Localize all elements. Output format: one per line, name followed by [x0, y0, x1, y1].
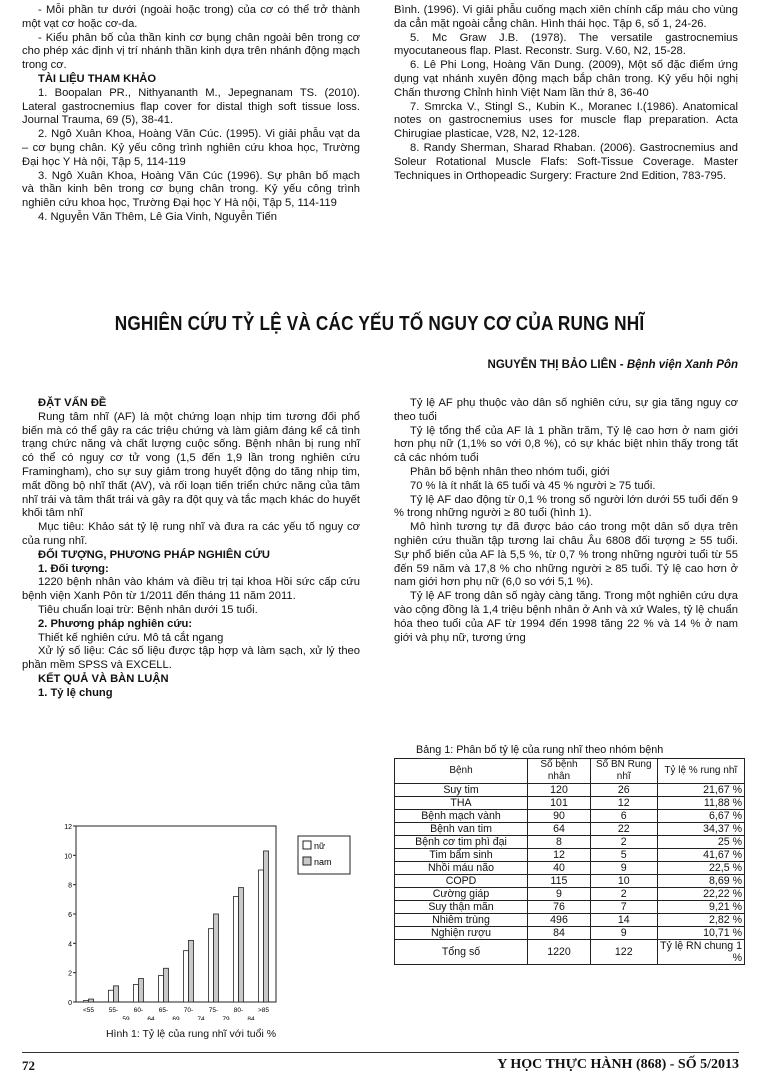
table-cell: 40 — [528, 862, 591, 875]
paragraph: Tỷ lệ AF dao động từ 0,1 % trong số người lớn dưới 55 tuổi đến 9 % trong những người ≥ 80 tuổi (hình 1). — [394, 493, 738, 520]
table-cell: 84 — [528, 927, 591, 940]
x-tick-label: 75- — [208, 1007, 219, 1014]
header-cell: Số BN Rung nhĩ — [591, 759, 658, 784]
table-cell: Bệnh van tim — [395, 823, 528, 836]
table-caption: Bảng 1: Phân bố tỷ lệ của rung nhĩ theo nhóm bệnh — [416, 744, 664, 756]
table-cell: Nhiễm trùng — [395, 914, 528, 927]
y-tick-label: 4 — [68, 941, 72, 949]
section-heading: KẾT QUẢ VÀ BÀN LUẬN — [38, 672, 169, 685]
x-tick-label: 84 — [247, 1016, 255, 1020]
table-cell: 22,22 % — [657, 888, 745, 901]
paragraph: 70 % là ít nhất là 65 tuổi và 45 % người ≥ 75 tuổi. — [410, 479, 656, 492]
subsection-heading: 1. Tỷ lệ chung — [38, 686, 113, 699]
table-cell: 9 — [591, 862, 658, 875]
table-cell: 5 — [591, 849, 658, 862]
table-cell: 2 — [591, 836, 658, 849]
table-row — [395, 849, 745, 862]
paragraph: Rung tâm nhĩ (AF) là một chứng loạn nhịp tim tương đối phổ biến mà có thể gây ra các triệu chứng và làm giảm đáng kể cả tình trạng chức năng và chất lượng cuộc sống. Bệnh nhân bị rung nhĩ có thể có nguy cơ tử vong (1,5 đến 1,9 lần trong nghiên cứu Framingham), cho sự suy giảm trong huyết động do tăng nhịp tim, mất đồng bộ nhĩ thất (AV), và rối loạn tiến triển chức năng của tâm nhĩ trái và tâm thất trái và gây ra đột quỵ và tắc mạch khác do huyết khối tâm nhĩ — [22, 410, 360, 520]
table-header-row — [395, 759, 745, 784]
table-cell: Cường giáp — [395, 888, 528, 901]
table-cell: 2,82 % — [657, 914, 745, 927]
table-cell: 9,21 % — [657, 901, 745, 914]
affiliation: Bệnh viện Xanh Pôn — [626, 359, 738, 371]
section-heading: ĐẶT VẤN ĐỀ — [38, 397, 107, 409]
paragraph: 1220 bệnh nhân vào khám và điều trị tại khoa Hồi sức cấp cứu bệnh viện Xanh Pôn từ 1/2011 đến tháng 11 năm 2011. — [22, 576, 360, 603]
table-row — [395, 862, 745, 875]
bar-female — [234, 896, 239, 1002]
reference-item: 2. Ngô Xuân Khoa, Hoàng Văn Cúc. (1995). Vi giải phẫu vạt da – cơ bụng chân. Kỷ yếu công trình nghiên cứu khoa học, Trường Đại học Y Hà nội, Tập 5, 114-119 — [22, 128, 360, 168]
reference-item: 3. Ngô Xuân Khoa, Hoàng Văn Cúc (1996). Sự phân bố mạch và thần kinh bên trong cơ bụng chân trong. Kỷ yếu công trình nghiên cứu khoa học, Trường Đại học Y Hà nội, Tập 5, 114-119 — [22, 169, 360, 210]
bar-male — [164, 968, 169, 1002]
table-cell: COPD — [395, 875, 528, 888]
paragraph: Tỷ lệ AF phụ thuộc vào dân số nghiên cứu, sự gia tăng nguy cơ theo tuổi — [394, 397, 738, 423]
table-cell: 34,37 % — [657, 823, 745, 836]
table-row — [395, 875, 745, 888]
table-cell: Tổng số — [395, 940, 528, 965]
article-left-column — [22, 397, 360, 701]
table-cell: 90 — [528, 810, 591, 823]
table-cell: Bệnh cơ tim phì đại — [395, 836, 528, 849]
paragraph: Thiết kế nghiên cứu. Mô tả cắt ngang — [38, 631, 224, 644]
table-cell: Nghiện rượu — [395, 927, 528, 940]
bar-male — [239, 888, 244, 1002]
paragraph: Tỷ lệ tổng thể của AF là 1 phần trăm, Tỷ lệ cao hơn ở nam giới hơn phụ nữ (1,1% so với 0,8 %), có sự khác biệt nhìn thấy trong tất cả các nhóm tuổi — [394, 424, 738, 465]
author-line — [394, 359, 738, 371]
header-cell: Tỷ lệ % rung nhĩ — [657, 759, 745, 784]
y-tick-label: 12 — [64, 824, 72, 831]
y-tick-label: 2 — [68, 970, 72, 978]
references-heading: TÀI LIỆU THAM KHẢO — [38, 72, 157, 85]
bar-male — [264, 851, 269, 1002]
table-cell: 41,67 % — [657, 849, 745, 862]
table-cell: Nhồi máu não — [395, 862, 528, 875]
paragraph: - Mỗi phần tư dưới (ngoài hoặc trong) của cơ có thể trở thành một vạt cơ hoặc cơ-da. — [22, 4, 360, 30]
table-cell: 115 — [528, 875, 591, 888]
table-row — [395, 888, 745, 901]
table-cell: 496 — [528, 914, 591, 927]
y-tick-label: 10 — [64, 853, 72, 861]
x-tick-label: 64 — [147, 1016, 155, 1020]
table-cell: 9 — [591, 927, 658, 940]
table-body — [395, 784, 745, 965]
table-cell: Suy tim — [395, 784, 528, 797]
reference-item: 8. Randy Sherman, Sharad Rhaban. (2006). Gastrocnemius and Soleur Rotational Muscle Flafs: Soft-Tissue Coverage. Master Techniques in Orthopeadic Surgery: Fracture 2nd Edition, 783-795. — [394, 141, 738, 182]
paragraph: Tỷ lệ AF trong dân số ngày càng tăng. Trong một nghiên cứu dựa vào cộng đồng là 1,4 triệu bệnh nhân ở Anh và xứ Wales, tỷ lệ chuẩn hóa theo tuổi của AF từ 1994 đến 1998 tăng 22 % và 14 % ở nam giới và phụ nữ, tương ứng — [394, 590, 738, 644]
age-rate-chart — [60, 820, 360, 1020]
reference-item: 5. Mc Graw J.B. (1978). The versatile gastrocnemius myocutaneous flap. Plast. Reconstr. Surg. V.60, N2, 15-28. — [394, 31, 738, 58]
paragraph: Phân bố bệnh nhân theo nhóm tuổi, giới — [410, 465, 610, 478]
table-cell: THA — [395, 797, 528, 810]
previous-article-right-column — [394, 4, 738, 183]
table-row — [395, 797, 745, 810]
bar-male — [89, 999, 94, 1002]
table-cell: 22 — [591, 823, 658, 836]
table-cell: Suy thận mãn — [395, 901, 528, 914]
page-number: 72 — [22, 1058, 35, 1073]
x-tick-label: 74 — [197, 1016, 205, 1020]
x-tick-label: 69 — [172, 1016, 180, 1020]
table-cell: 1220 — [528, 940, 591, 965]
y-tick-label: 6 — [68, 912, 72, 919]
figure-caption: Hình 1: Tỷ lệ của rung nhĩ với tuổi % — [105, 1028, 277, 1040]
article-title: NGHIÊN CỨU TỶ LỆ VÀ CÁC YẾU TỐ NGUY CƠ CỦA RUNG NHĨ — [114, 313, 645, 335]
table-row — [395, 810, 745, 823]
y-tick-label: 8 — [68, 882, 72, 890]
table-cell: 21,67 % — [657, 784, 745, 797]
bar-female — [159, 976, 164, 1002]
table-cell: 8,69 % — [657, 875, 745, 888]
table-cell: 11,88 % — [657, 797, 745, 810]
bar-female — [134, 984, 139, 1002]
bar-male — [214, 914, 219, 1002]
reference-item: Bình. (1996). Vi giải phẫu cuống mạch xiên chính cấp máu cho vùng da cẳn mặt ngoài cẳng chân. Hình thái học. Tập 6, số 1, 24-26. — [394, 4, 738, 30]
table-cell: 120 — [528, 784, 591, 797]
paragraph: Mục tiêu: Khảo sát tỷ lệ rung nhĩ và đưa ra các yếu tố nguy cơ của rung nhĩ. — [22, 521, 360, 547]
subsection-heading: 2. Phương pháp nghiên cứu: — [38, 617, 193, 630]
x-tick-label: 70- — [183, 1007, 194, 1014]
table-cell: 8 — [528, 836, 591, 849]
table-cell: 10,71 % — [657, 927, 745, 940]
table-cell: Tim bẩm sinh — [395, 849, 528, 862]
article-right-column — [394, 397, 738, 645]
reference-item: 1. Boopalan PR., Nithyananth M., Jepegnanam TS. (2010). Lateral gastrocnemius flap cover for distal thigh soft tissue loss. Journal Trauma, 69 (5), 38-41. — [22, 86, 360, 127]
disease-table — [394, 758, 745, 965]
reference-item: 4. Nguyễn Văn Thêm, Lê Gia Vinh, Nguyễn Tiến — [38, 210, 278, 223]
paragraph: Xử lý số liệu: Các số liệu được tập hợp và làm sạch, xử lý theo phần mềm SPSS và EXCELL. — [22, 645, 360, 672]
bar-male — [114, 986, 119, 1002]
x-tick-label: 80- — [233, 1007, 244, 1014]
bar-female — [84, 1001, 89, 1002]
table-cell: 12 — [591, 797, 658, 810]
bar-female — [109, 990, 114, 1002]
table-cell: 12 — [528, 849, 591, 862]
table-cell: Bệnh mạch vành — [395, 810, 528, 823]
previous-article-left-column — [22, 4, 360, 225]
paragraph: Tiêu chuẩn loại trừ: Bệnh nhân dưới 15 tuổi. — [38, 603, 258, 616]
plot-frame — [76, 826, 276, 1002]
table-row — [395, 836, 745, 849]
x-tick-label: 79 — [222, 1016, 230, 1020]
table-cell: 6,67 % — [657, 810, 745, 823]
paragraph: Mô hình tương tự đã được báo cáo trong một dân số dựa trên nghiên cứu thuần tập tương lai châu Âu 6808 đối tượng ≥ 55 tuổi. Sự phổ biến của AF là 5,5 %, từ 0,7 % trong những người tuổi từ 55 đến 59 năm và 17,8 % cho những người ≥ 85 tuổi. Tỷ lệ cao hơn ở nam giới hơn phụ nữ (6,0 so với 5,1 %). — [394, 521, 738, 589]
table-cell: Tỷ lệ RN chung 1 % — [657, 940, 745, 965]
reference-item: 6. Lê Phi Long, Hoàng Văn Dung. (2009), Một số đặc điểm ứng dụng vạt nhánh xuyên động mạch bắp chân trong. Kỷ yếu hội nghị Chấn thương Chỉnh hình Việt Nam lần thứ 8, 36-40 — [394, 59, 738, 99]
table-cell: 7 — [591, 901, 658, 914]
legend-label: nam — [314, 857, 332, 867]
footer-rule — [22, 1052, 739, 1053]
table-row — [395, 901, 745, 914]
x-tick-label: 65- — [158, 1007, 169, 1014]
bar-female — [184, 951, 189, 1002]
table-cell: 26 — [591, 784, 658, 797]
subsection-heading: 1. Đối tượng: — [38, 562, 109, 575]
legend-label: nữ — [314, 841, 326, 851]
table-cell: 101 — [528, 797, 591, 810]
table-cell: 76 — [528, 901, 591, 914]
legend-swatch — [303, 857, 311, 865]
table-cell: 25 % — [657, 836, 745, 849]
journal-footer: Y HỌC THỰC HÀNH (868) - SỐ 5/2013 — [497, 1057, 739, 1072]
paragraph: - Kiểu phân bố của thần kinh cơ bụng chân ngoài bên trong cơ cho phép xác định vị trí nhánh thần kinh dựa trên nhánh động mạch trong cơ. — [22, 31, 360, 72]
x-tick-label: <55 — [82, 1007, 95, 1014]
author-name: NGUYỄN THỊ BẢO LIÊN - — [487, 359, 627, 371]
x-tick-label: >85 — [257, 1007, 270, 1014]
table-row — [395, 927, 745, 940]
reference-item: 7. Smrcka V., Stingl S., Kubin K., Moranec I.(1986). Anatomical notes on gastrocnemius uses for muscle flap preparation. Acta Chirugiae plasticae, V28, N2, 12-128. — [394, 100, 738, 141]
bar-female — [209, 929, 214, 1002]
bar-male — [189, 940, 194, 1002]
table-cell: 122 — [591, 940, 658, 965]
table-cell: 22,5 % — [657, 862, 745, 875]
bar-chart — [60, 820, 360, 1020]
table-cell: 64 — [528, 823, 591, 836]
y-tick-label: 0 — [68, 1000, 72, 1007]
header-cell: Số bệnh nhân — [528, 759, 591, 784]
legend-swatch — [303, 841, 311, 849]
table-row — [395, 940, 745, 965]
table-row — [395, 823, 745, 836]
table-cell: 10 — [591, 875, 658, 888]
x-tick-label: 60- — [133, 1007, 144, 1014]
table-row — [395, 914, 745, 927]
x-tick-label: 55- — [108, 1007, 119, 1014]
x-tick-label: 59 — [122, 1016, 130, 1020]
section-heading: ĐỐI TƯỢNG, PHƯƠNG PHÁP NGHIÊN CỨU — [38, 548, 270, 561]
table-cell: 2 — [591, 888, 658, 901]
header-cell: Bệnh — [395, 759, 528, 784]
bar-female — [259, 870, 264, 1002]
table-cell: 14 — [591, 914, 658, 927]
table-row — [395, 784, 745, 797]
bar-male — [139, 979, 144, 1002]
table-cell: 6 — [591, 810, 658, 823]
table-cell: 9 — [528, 888, 591, 901]
